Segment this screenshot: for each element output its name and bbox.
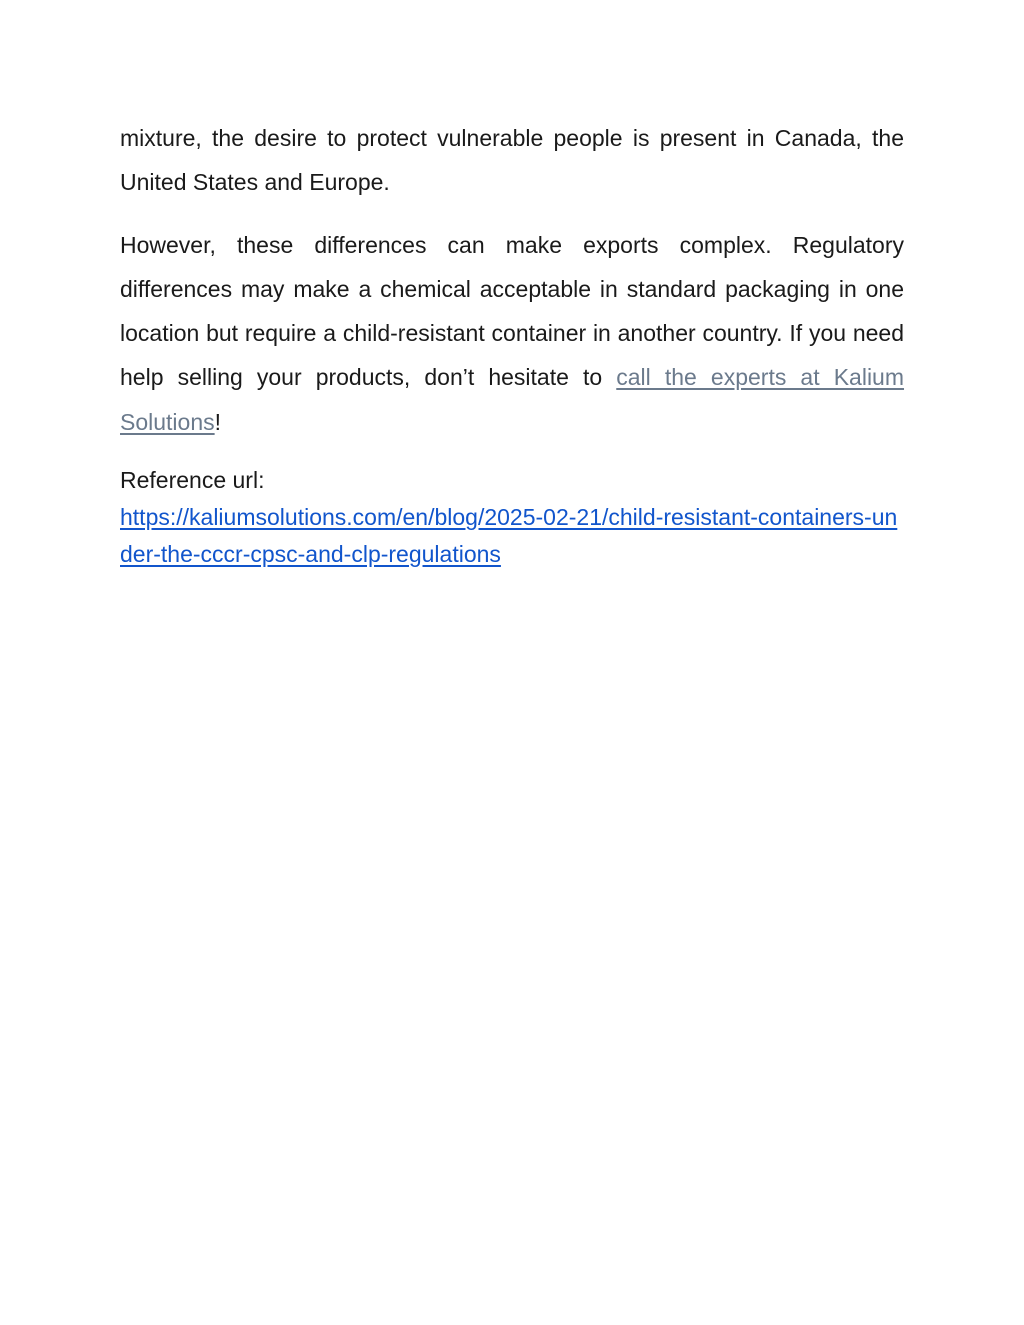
reference-block: [120, 462, 904, 573]
paragraph-exports-end: !: [214, 408, 222, 435]
reference-label: Reference url:: [120, 467, 265, 494]
reference-url-link[interactable]: https://kaliumsolutions.com/en/blog/2025-02-21/child-resistant-containers-under-the-cccr-cpsc-and-clp-regulations: [120, 504, 898, 568]
kalium-experts-link[interactable]: call the experts at Kalium Solutions: [120, 364, 905, 435]
paragraph-exports-text: However, these differences can make exports complex. Regulatory differences may make a chemical acceptable in standard packaging in one location but require a child-resistant container in another country. If you need help selling your products, don’t hesitate to: [120, 231, 904, 391]
paragraph-exports: [120, 223, 904, 444]
document-page: [120, 116, 904, 573]
paragraph-intro: mixture, the desire to protect vulnerable people is present in Canada, the United States and Europe.: [120, 125, 904, 196]
